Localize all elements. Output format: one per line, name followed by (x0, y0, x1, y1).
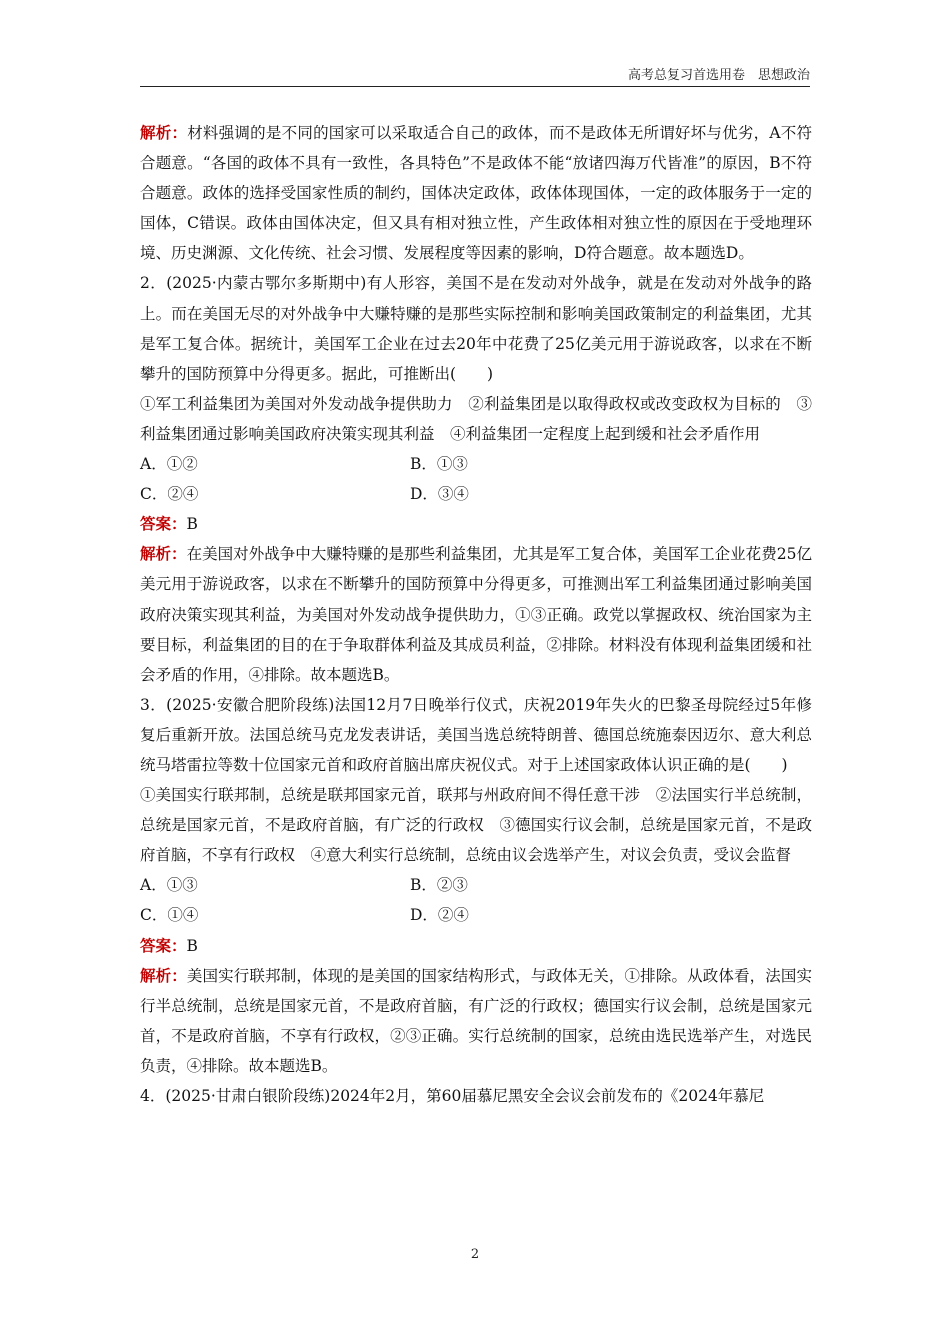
q3-analysis (140, 961, 812, 1081)
q3-options-row-2 (140, 900, 812, 930)
page-content (140, 118, 812, 1111)
q1-analysis-text: 材料强调的是不同的国家可以采取适合自己的政体，而不是政体无所谓好坏与优劣，A不符合题意。“各国的政体不具有一致性，各具特色”不是政体不能“放诸四海万代皆准”的原因，B不符合题意。政体的选择受国家性质的制约，国体决定政体，政体体现国体，一定的政体服务于一定的国体，C错误。政体由国体决定，但又具有相对独立性，产生政体相对独立性的原因在于受地理环境、历史渊源、文化传统、社会习惯、发展程度等因素的影响，D符合题意。故本题选D。 (140, 124, 812, 263)
q2-options-row-2 (140, 479, 812, 509)
q2-option-c: C．②④ (140, 485, 199, 504)
page-number: 2 (470, 1247, 480, 1262)
analysis-label: 解析： (140, 123, 188, 142)
q2-analysis-text: 在美国对外战争中大赚特赚的是那些利益集团，尤其是军工复合体，美国军工企业花费25亿美元用于游说政客，以求在不断攀升的国防预算中分得更多，可推测出军工利益集团通过影响美国政府决策实现其利益，为美国对外发动战争提供助力，①③正确。政党以掌握政权、统治国家为主要目标，利益集团的目的在于争取群体利益及其成员利益，②排除。材料没有体现利益集团缓和社会矛盾的作用，④排除。故本题选B。 (140, 545, 812, 684)
answer-label: 答案： (140, 514, 187, 534)
q2-statements: ①军工利益集团为美国对外发动战争提供助力 ②利益集团是以取得政权或改变政权为目标的 ③利益集团通过影响美国政府决策实现其利益 ④利益集团一定程度上起到缓和社会矛盾作用 (140, 394, 812, 443)
header-title: 高考总复习首选用卷 思想政治 (627, 68, 810, 83)
q2-option-d: D．③④ (410, 485, 469, 504)
page-footer (0, 1247, 950, 1262)
q2-option-b: B．①③ (410, 455, 468, 474)
q2-options-row-1 (140, 449, 812, 479)
q2-option-a: A．①② (140, 455, 198, 474)
q1-analysis (140, 118, 812, 268)
q3-options-row-1 (140, 870, 812, 900)
q4-stem: 4．(2025·甘肃白银阶段练)2024年2月，第60届慕尼黑安全会议会前发布的《2024年慕尼 (140, 1087, 765, 1105)
q3-option-d: D．②④ (410, 906, 469, 925)
q3-stem: 3．(2025·安徽合肥阶段练)法国12月7日晚举行仪式，庆祝2019年失火的巴黎圣母院经过5年修复后重新开放。法国总统马克龙发表讲话，美国当选总统特朗普、德国总统施泰因迈尔、意大利总统马塔雷拉等数十位国家元首和政府首脑出席庆祝仪式。对于上述国家政体认识正确的是( ) (140, 695, 812, 774)
analysis-label: 解析： (140, 544, 187, 564)
q2-answer-value: B (186, 515, 198, 534)
page-header (140, 66, 810, 87)
analysis-label: 解析： (140, 965, 187, 985)
answer-label: 答案： (140, 935, 187, 955)
q2-answer (140, 509, 812, 539)
q3-option-b: B．②③ (410, 876, 468, 895)
q3-statements: ①美国实行联邦制，总统是联邦国家元首，联邦与州政府间不得任意干涉 ②法国实行半总统制，总统是国家元首，不是政府首脑，有广泛的行政权 ③德国实行议会制，总统是国家元首，不是政府首脑，不享有行政权 ④意大利实行总统制，总统由议会选举产生，对议会负责，受议会监督 (140, 786, 812, 865)
q2-analysis (140, 539, 812, 689)
q3-option-c: C．①④ (140, 906, 199, 925)
q3-option-a: A．①③ (140, 876, 198, 895)
q3-analysis-text: 美国实行联邦制，体现的是美国的国家结构形式，与政体无关，①排除。从政体看，法国实行半总统制，总统是国家元首，不是政府首脑，有广泛的行政权；德国实行议会制，总统是国家元首，不是政府首脑，不享有行政权，②③正确。实行总统制的国家，总统由选民选举产生，对选民负责，④排除。故本题选B。 (140, 966, 812, 1075)
q3-answer (140, 931, 812, 961)
q2-stem: 2．(2025·内蒙古鄂尔多斯期中)有人形容，美国不是在发动对外战争，就是在发动对外战争的路上。而在美国无尽的对外战争中大赚特赚的是那些实际控制和影响美国政策制定的利益集团，尤其是军工复合体。据统计，美国军工企业在过去20年中花费了25亿美元用于游说政客，以求在不断攀升的国防预算中分得更多。据此，可推断出( ) (140, 274, 812, 383)
q3-answer-value: B (186, 936, 198, 955)
